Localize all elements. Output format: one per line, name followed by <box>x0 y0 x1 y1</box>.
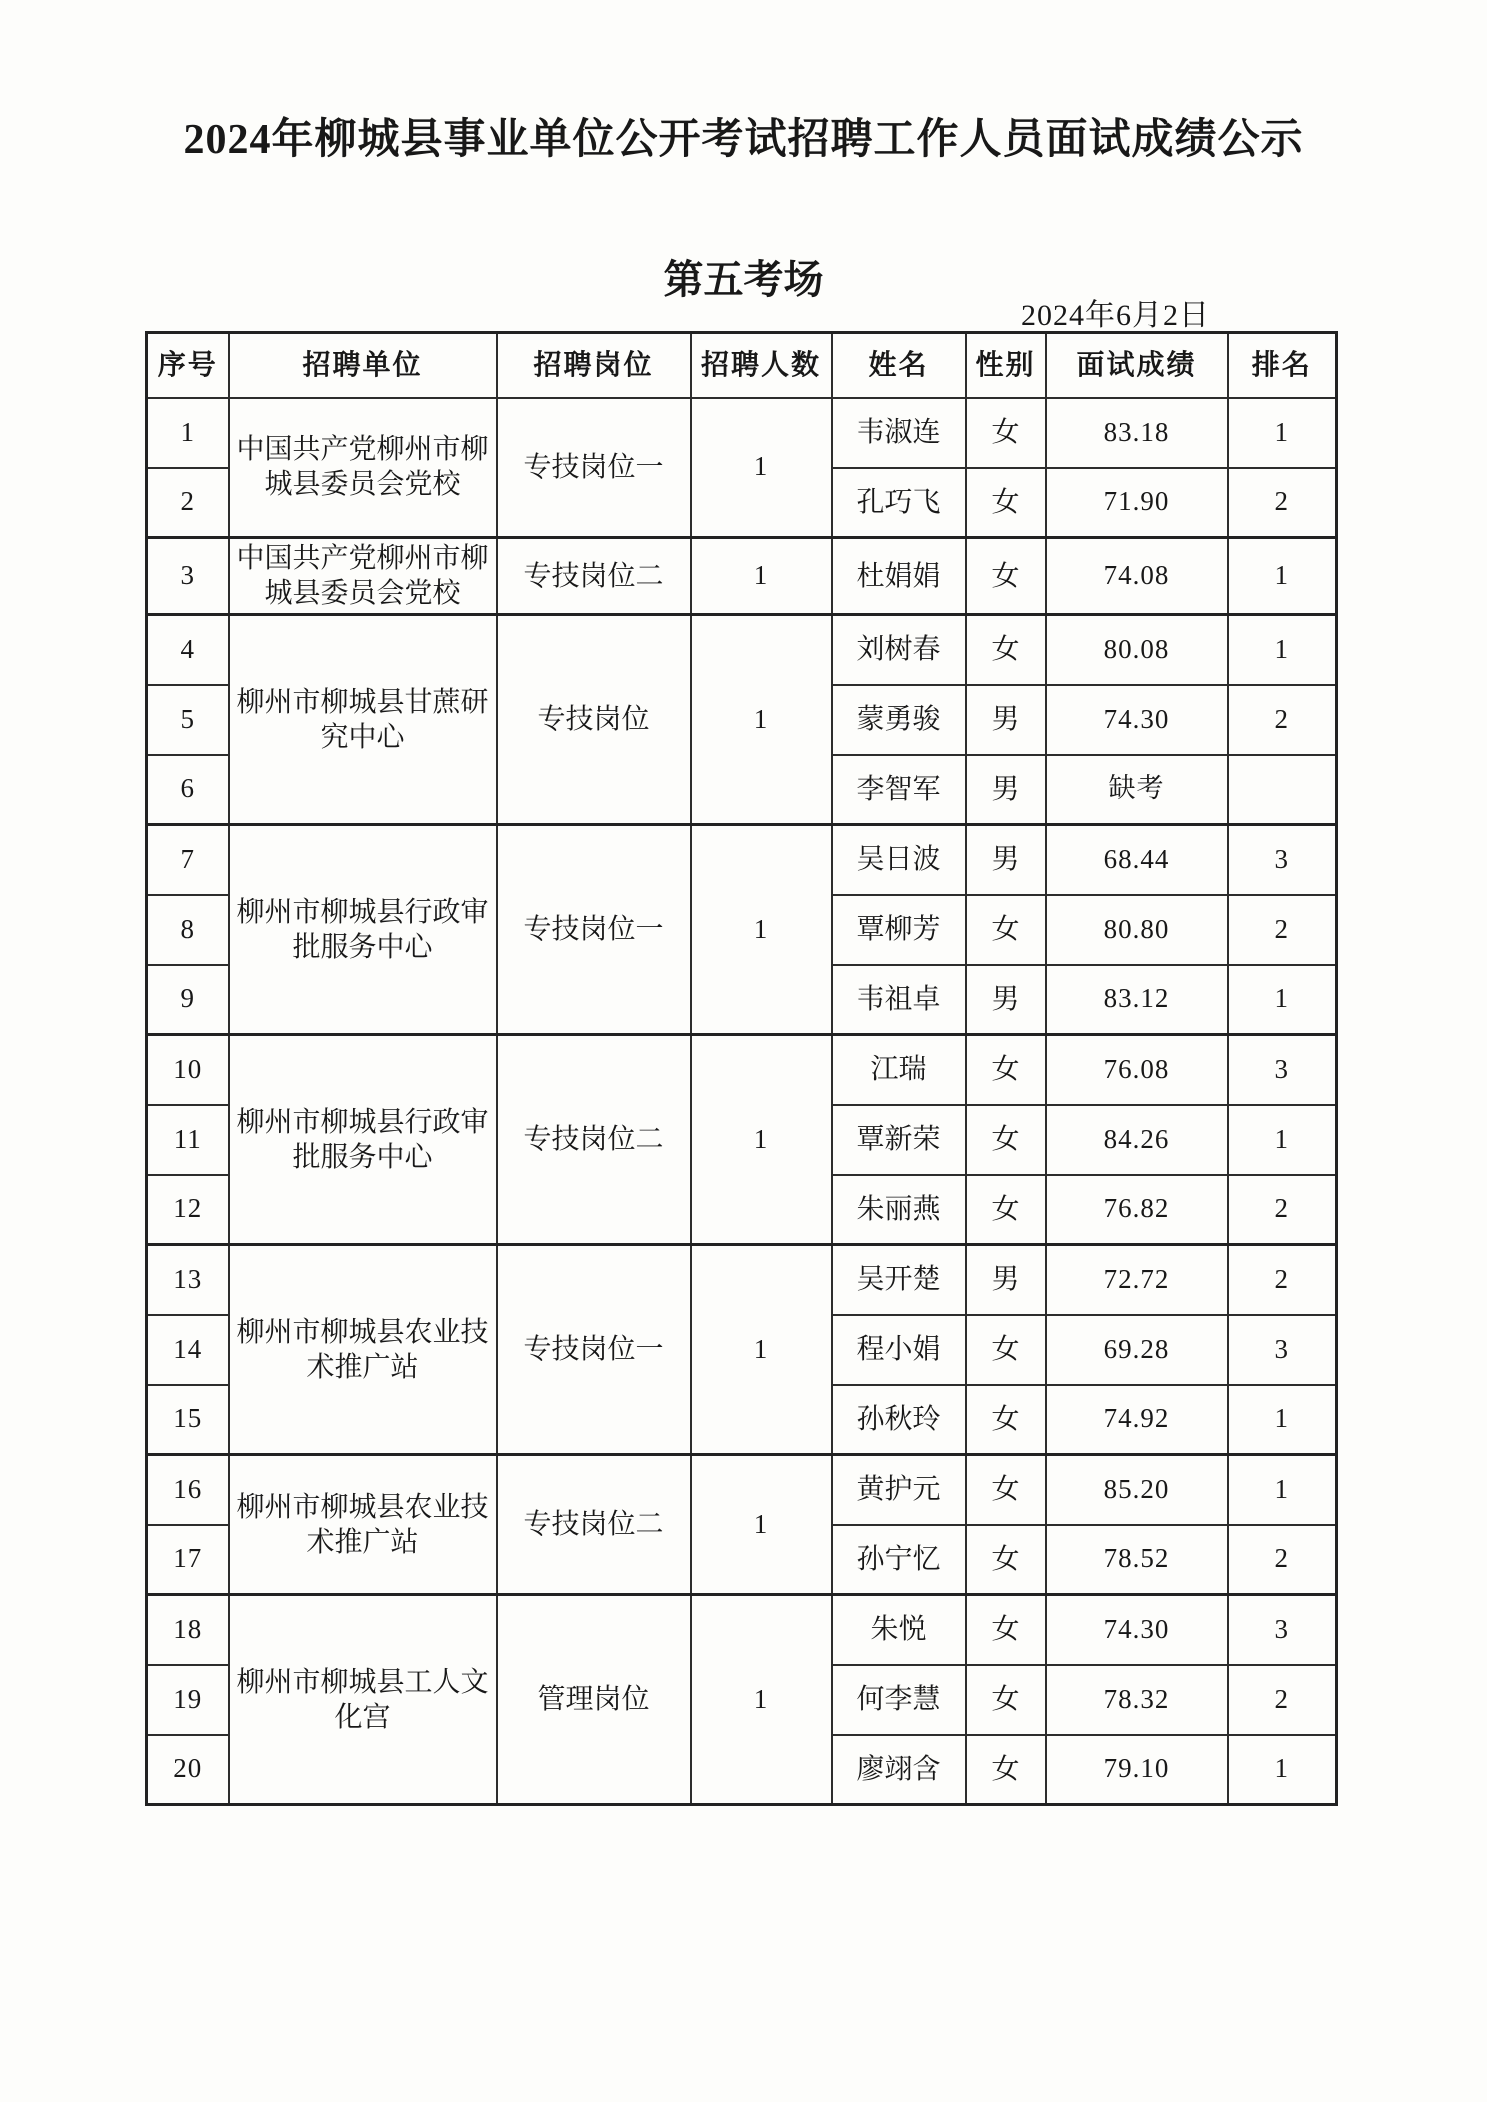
table-row-4 <box>147 615 1337 685</box>
candidate-name: 程小娟 <box>832 1315 966 1385</box>
interview-score: 83.18 <box>1046 398 1228 468</box>
candidate-gender: 女 <box>966 1315 1046 1385</box>
column-header-2: 招聘单位 <box>229 333 497 398</box>
column-header-6: 性别 <box>966 333 1046 398</box>
candidate-rank: 2 <box>1228 1665 1337 1735</box>
candidate-rank: 1 <box>1228 965 1337 1035</box>
exam-room-subtitle: 第五考场 <box>663 257 824 302</box>
recruiting-unit: 柳州市柳城县农业技术推广站 <box>229 1455 497 1595</box>
candidate-gender: 女 <box>966 1455 1046 1525</box>
row-number: 1 <box>147 398 229 468</box>
row-number: 17 <box>147 1525 229 1595</box>
candidate-name: 覃柳芳 <box>832 895 966 965</box>
recruit-position: 管理岗位 <box>497 1595 691 1805</box>
candidate-rank: 3 <box>1228 1595 1337 1665</box>
recruiting-unit: 柳州市柳城县行政审批服务中心 <box>229 1035 497 1245</box>
recruit-position: 专技岗位一 <box>497 825 691 1035</box>
interview-score: 74.30 <box>1046 1595 1228 1665</box>
recruit-position: 专技岗位二 <box>497 538 691 615</box>
candidate-name: 韦祖卓 <box>832 965 966 1035</box>
candidate-name: 朱悦 <box>832 1595 966 1665</box>
candidate-rank: 1 <box>1228 398 1337 468</box>
interview-score: 74.92 <box>1046 1385 1228 1455</box>
recruit-count: 1 <box>691 1035 832 1245</box>
interview-score: 76.82 <box>1046 1175 1228 1245</box>
interview-score: 85.20 <box>1046 1455 1228 1525</box>
row-number: 20 <box>147 1735 229 1805</box>
interview-score: 80.80 <box>1046 895 1228 965</box>
column-header-7: 面试成绩 <box>1046 333 1228 398</box>
candidate-name: 江瑞 <box>832 1035 966 1105</box>
row-number: 3 <box>147 538 229 615</box>
candidate-gender: 女 <box>966 398 1046 468</box>
row-number: 14 <box>147 1315 229 1385</box>
recruit-count: 1 <box>691 825 832 1035</box>
recruiting-unit: 柳州市柳城县行政审批服务中心 <box>229 825 497 1035</box>
row-number: 9 <box>147 965 229 1035</box>
candidate-rank: 2 <box>1228 685 1337 755</box>
row-number: 16 <box>147 1455 229 1525</box>
row-number: 10 <box>147 1035 229 1105</box>
candidate-gender: 女 <box>966 1595 1046 1665</box>
candidate-gender: 女 <box>966 1035 1046 1105</box>
recruit-count: 1 <box>691 1455 832 1595</box>
table-row-16 <box>147 1455 1337 1525</box>
candidate-name: 韦淑连 <box>832 398 966 468</box>
candidate-gender: 女 <box>966 1105 1046 1175</box>
candidate-gender: 女 <box>966 1385 1046 1455</box>
recruit-count: 1 <box>691 1595 832 1805</box>
table-row-10 <box>147 1035 1337 1105</box>
candidate-gender: 男 <box>966 965 1046 1035</box>
candidate-gender: 男 <box>966 755 1046 825</box>
interview-score: 68.44 <box>1046 825 1228 895</box>
recruiting-unit: 中国共产党柳州市柳城县委员会党校 <box>229 398 497 538</box>
results-table <box>145 331 1338 1806</box>
candidate-gender: 女 <box>966 1735 1046 1805</box>
candidate-name: 孔巧飞 <box>832 468 966 538</box>
candidate-gender: 女 <box>966 615 1046 685</box>
recruit-position: 专技岗位 <box>497 615 691 825</box>
recruit-count: 1 <box>691 1245 832 1455</box>
interview-score: 78.52 <box>1046 1525 1228 1595</box>
interview-score: 缺考 <box>1046 755 1228 825</box>
candidate-gender: 女 <box>966 538 1046 615</box>
row-number: 6 <box>147 755 229 825</box>
candidate-name: 吴日波 <box>832 825 966 895</box>
candidate-gender: 女 <box>966 468 1046 538</box>
candidate-name: 何李慧 <box>832 1665 966 1735</box>
publish-date: 2024年6月2日 <box>1021 299 1210 332</box>
interview-score: 69.28 <box>1046 1315 1228 1385</box>
table-row-3 <box>147 538 1337 615</box>
row-number: 8 <box>147 895 229 965</box>
row-number: 19 <box>147 1665 229 1735</box>
recruiting-unit: 柳州市柳城县农业技术推广站 <box>229 1245 497 1455</box>
interview-score: 80.08 <box>1046 615 1228 685</box>
candidate-rank: 3 <box>1228 825 1337 895</box>
row-number: 4 <box>147 615 229 685</box>
row-number: 12 <box>147 1175 229 1245</box>
row-number: 15 <box>147 1385 229 1455</box>
recruit-position: 专技岗位一 <box>497 398 691 538</box>
document-title: 2024年柳城县事业单位公开考试招聘工作人员面试成绩公示 <box>183 117 1304 163</box>
column-header-3: 招聘岗位 <box>497 333 691 398</box>
candidate-name: 李智军 <box>832 755 966 825</box>
candidate-rank: 1 <box>1228 1735 1337 1805</box>
candidate-name: 吴开楚 <box>832 1245 966 1315</box>
candidate-name: 朱丽燕 <box>832 1175 966 1245</box>
candidate-gender: 女 <box>966 1525 1046 1595</box>
column-header-1: 序号 <box>147 333 229 398</box>
recruit-count: 1 <box>691 538 832 615</box>
table-row-7 <box>147 825 1337 895</box>
interview-score: 76.08 <box>1046 1035 1228 1105</box>
candidate-rank: 2 <box>1228 468 1337 538</box>
candidate-gender: 男 <box>966 1245 1046 1315</box>
candidate-rank: 2 <box>1228 1525 1337 1595</box>
row-number: 13 <box>147 1245 229 1315</box>
recruit-position: 专技岗位二 <box>497 1035 691 1245</box>
candidate-name: 杜娟娟 <box>832 538 966 615</box>
candidate-rank: 3 <box>1228 1035 1337 1105</box>
candidate-rank: 2 <box>1228 895 1337 965</box>
interview-score: 71.90 <box>1046 468 1228 538</box>
candidate-rank: 1 <box>1228 1455 1337 1525</box>
candidate-rank: 1 <box>1228 1105 1337 1175</box>
candidate-gender: 男 <box>966 825 1046 895</box>
candidate-rank: 1 <box>1228 615 1337 685</box>
interview-score: 79.10 <box>1046 1735 1228 1805</box>
candidate-name: 廖翊含 <box>832 1735 966 1805</box>
column-header-5: 姓名 <box>832 333 966 398</box>
recruiting-unit: 中国共产党柳州市柳城县委员会党校 <box>229 538 497 615</box>
interview-score: 74.30 <box>1046 685 1228 755</box>
table-body <box>147 398 1337 1805</box>
candidate-gender: 女 <box>966 895 1046 965</box>
candidate-rank: 1 <box>1228 1385 1337 1455</box>
column-header-4: 招聘人数 <box>691 333 832 398</box>
row-number: 7 <box>147 825 229 895</box>
candidate-rank: 2 <box>1228 1175 1337 1245</box>
candidate-gender: 女 <box>966 1175 1046 1245</box>
column-header-8: 排名 <box>1228 333 1337 398</box>
candidate-name: 孙秋玲 <box>832 1385 966 1455</box>
row-number: 11 <box>147 1105 229 1175</box>
recruit-count: 1 <box>691 398 832 538</box>
interview-score: 74.08 <box>1046 538 1228 615</box>
candidate-rank: 2 <box>1228 1245 1337 1315</box>
candidate-gender: 女 <box>966 1665 1046 1735</box>
interview-score: 72.72 <box>1046 1245 1228 1315</box>
candidate-name: 刘树春 <box>832 615 966 685</box>
table-row-1 <box>147 398 1337 468</box>
candidate-rank <box>1228 755 1337 825</box>
recruit-position: 专技岗位二 <box>497 1455 691 1595</box>
candidate-gender: 男 <box>966 685 1046 755</box>
candidate-name: 覃新荣 <box>832 1105 966 1175</box>
table-row-13 <box>147 1245 1337 1315</box>
recruiting-unit: 柳州市柳城县工人文化宫 <box>229 1595 497 1805</box>
candidate-name: 孙宁忆 <box>832 1525 966 1595</box>
candidate-rank: 3 <box>1228 1315 1337 1385</box>
candidate-rank: 1 <box>1228 538 1337 615</box>
row-number: 5 <box>147 685 229 755</box>
interview-score: 84.26 <box>1046 1105 1228 1175</box>
candidate-name: 黄护元 <box>832 1455 966 1525</box>
recruiting-unit: 柳州市柳城县甘蔗研究中心 <box>229 615 497 825</box>
interview-score: 83.12 <box>1046 965 1228 1035</box>
table-row-18 <box>147 1595 1337 1665</box>
table-header-row <box>147 333 1337 398</box>
recruit-count: 1 <box>691 615 832 825</box>
recruit-position: 专技岗位一 <box>497 1245 691 1455</box>
interview-score: 78.32 <box>1046 1665 1228 1735</box>
row-number: 2 <box>147 468 229 538</box>
candidate-name: 蒙勇骏 <box>832 685 966 755</box>
row-number: 18 <box>147 1595 229 1665</box>
